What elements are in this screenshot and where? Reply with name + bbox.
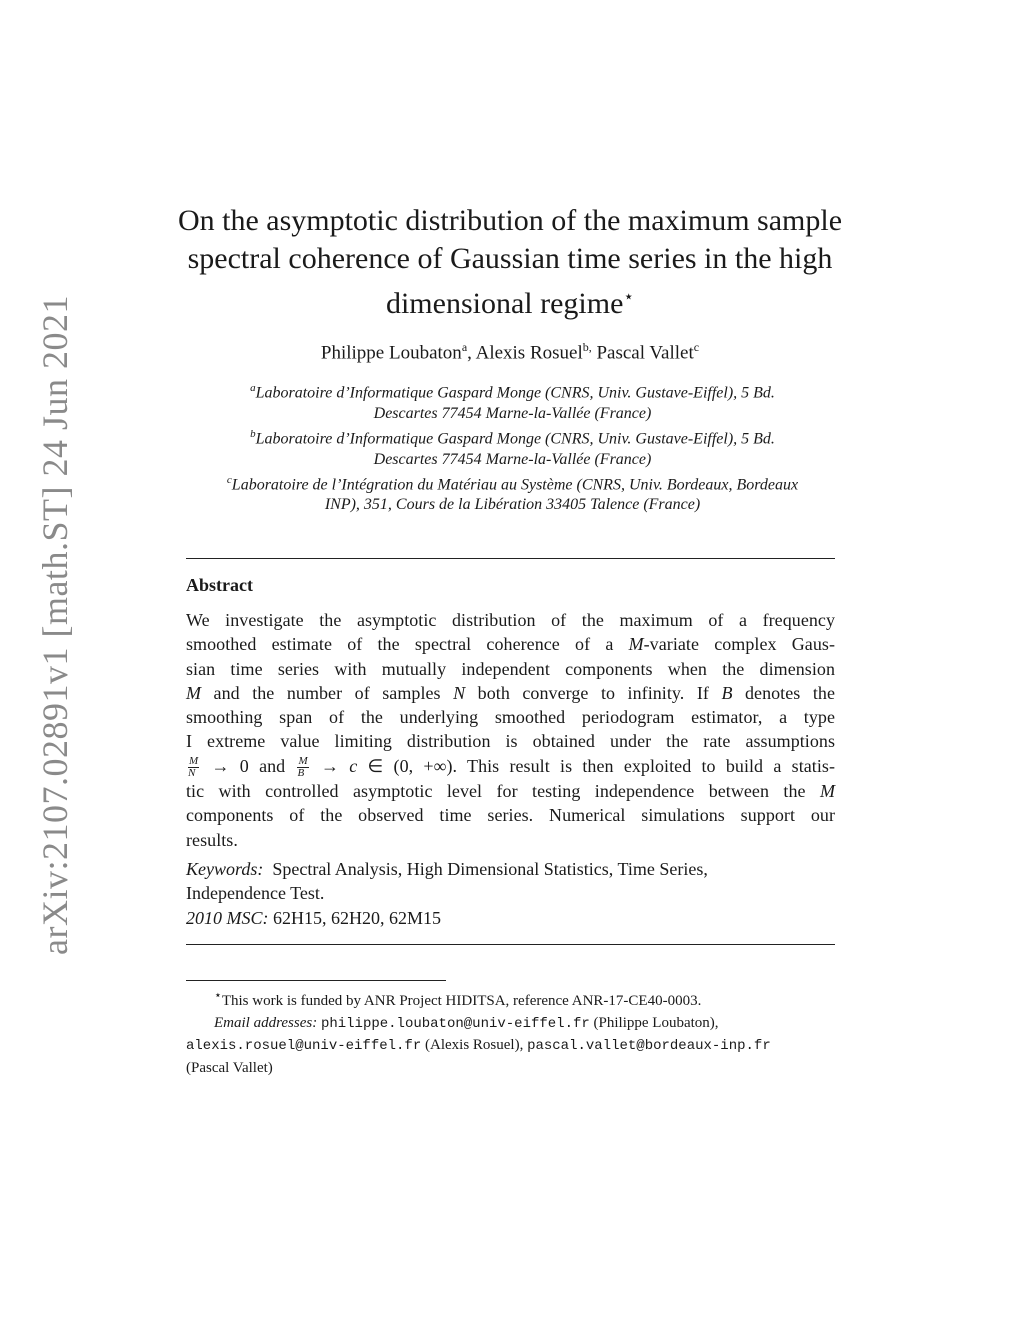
author-name: Philippe Loubaton	[320, 342, 462, 364]
arxiv-identifier: arXiv:2107.02891v1 [math.ST] 24 Jun 2021	[35, 295, 75, 955]
affil-line: Descartes 77454 Marne-la-Vallée (France)	[373, 450, 652, 468]
footnote-rule	[186, 980, 446, 981]
email-link-vallet[interactable]: pascal.vallet@bordeaux-inp.fr	[527, 1038, 771, 1054]
paper-title	[175, 202, 845, 323]
author-affil-mark: a	[461, 340, 468, 354]
fraction-numerator: M	[298, 755, 308, 768]
abstract-fragment: denotes the	[732, 682, 835, 703]
email-label: Email addresses:	[214, 1014, 318, 1031]
title-line-2: spectral coherence of Gaussian time series in the high	[187, 242, 833, 275]
affil-line: Laboratoire de l’Intégration du Matériau au Système (CNRS, Univ. Bordeaux, Bordeaux	[231, 476, 799, 494]
author-name: Pascal Vallet	[596, 342, 694, 364]
affil-line: Descartes 77454 Marne-la-Vallée (France)	[373, 404, 652, 422]
title-line-3: dimensional regime	[385, 287, 624, 320]
abstract-fragment: tic with controlled asymptotic level for testing independence between the	[186, 781, 820, 802]
title-footnote-mark: ⋆	[623, 287, 635, 306]
abstract-line	[186, 632, 835, 656]
abstract-line: I extreme value limiting distribution is obtained under the rate assumptions	[186, 731, 835, 752]
email-line: (Pascal Vallet)	[186, 1059, 273, 1076]
abstract-line	[186, 779, 835, 803]
math-symbol: c	[349, 755, 358, 776]
math-symbol: B	[721, 682, 733, 703]
abstract-fragment: and the number of samples	[201, 682, 454, 703]
abstract-bottom-rule	[186, 944, 835, 945]
author-list: Philippe Loubaton$^a$, Alexis Rosuel$^{b,}$ Pascal Vallet$^c$	[320, 340, 700, 364]
fraction-numerator: M	[189, 755, 199, 768]
abstract-line	[186, 754, 835, 779]
abstract-fragment: →	[310, 755, 350, 776]
affiliation-b	[180, 424, 845, 470]
abstract-fragment: smoothed estimate of the spectral coherence of a	[186, 634, 629, 655]
funding-text: This work is funded by ANR Project HIDITSA, reference ANR-17-CE40-0003.	[221, 993, 702, 1009]
abstract-line: sian time series with mutually independent components when the dimension	[186, 658, 835, 679]
fraction-m-over-n	[188, 756, 199, 779]
author-name: Alexis Rosuel	[475, 342, 583, 364]
abstract-fragment: ∈ (0, +∞). This result is then exploited to build a statis-	[357, 755, 835, 776]
msc-line	[186, 906, 835, 930]
author-affil-mark: c	[693, 340, 700, 354]
abstract-line: components of the observed time series. Numerical simulations support our	[186, 805, 835, 826]
affiliation-a	[180, 378, 845, 424]
email-line	[186, 1035, 835, 1058]
fraction-denominator: B	[297, 767, 305, 780]
math-symbol: M	[186, 682, 202, 703]
affiliation-c	[180, 470, 845, 516]
title-line-1: On the asymptotic distribution of the maximum sample	[177, 204, 843, 237]
msc-label: 2010 MSC:	[186, 907, 269, 928]
affil-line: INP), 351, Cours de la Libération 33405 Talence (France)	[324, 496, 701, 514]
abstract-line: We investigate the asymptotic distribution of the maximum of a frequency	[186, 610, 835, 630]
affil-line: Laboratoire d’Informatique Gaspard Monge (CNRS, Univ. Gustave-Eiffel), 5 Bd.	[255, 384, 775, 402]
footnote-mark: ⋆	[214, 988, 222, 1002]
email-line	[186, 1013, 835, 1036]
author-affil-mark: b,	[582, 340, 592, 354]
abstract-line	[186, 681, 835, 705]
abstract-text	[186, 608, 835, 852]
keywords-label: Keywords:	[186, 859, 264, 879]
math-symbol: M	[628, 634, 644, 655]
funding-footnote	[186, 985, 835, 1013]
abstract-top-rule	[186, 558, 835, 559]
email-owner: (Alexis Rosuel),	[425, 1037, 524, 1053]
email-link-loubaton[interactable]: philippe.loubaton@univ-eiffel.fr	[320, 1015, 590, 1032]
math-symbol: N	[453, 682, 466, 703]
abstract-fragment: both converge to infinity. If	[465, 682, 722, 703]
fraction-m-over-b	[297, 756, 308, 779]
keywords-text: Spectral Analysis, High Dimensional Statistics, Time Series,	[272, 859, 708, 879]
affil-mark: a	[250, 382, 256, 394]
abstract-line: smoothing span of the underlying smoothed periodogram estimator, a type	[186, 707, 835, 728]
abstract-heading: Abstract	[186, 575, 253, 595]
footnotes	[186, 985, 835, 1079]
math-symbol: M	[819, 781, 835, 802]
abstract-fragment: -variate complex Gaus-	[643, 634, 835, 655]
affiliations	[180, 378, 845, 516]
abstract-fragment: → 0 and	[201, 755, 296, 776]
fraction-denominator: N	[188, 767, 196, 780]
keywords-line: Independence Test.	[186, 883, 325, 904]
email-owner: (Philippe Loubaton),	[593, 1014, 719, 1031]
affil-mark: c	[226, 473, 232, 486]
email-link-rosuel[interactable]: alexis.rosuel@univ-eiffel.fr	[186, 1038, 422, 1054]
msc-codes: 62H15, 62H20, 62M15	[273, 907, 442, 928]
keywords-block	[186, 857, 835, 930]
abstract-line: results.	[186, 829, 238, 850]
affil-line: Laboratoire d’Informatique Gaspard Monge (CNRS, Univ. Gustave-Eiffel), 5 Bd.	[255, 430, 775, 448]
keywords-line	[186, 857, 835, 881]
affil-mark: b	[250, 427, 256, 440]
